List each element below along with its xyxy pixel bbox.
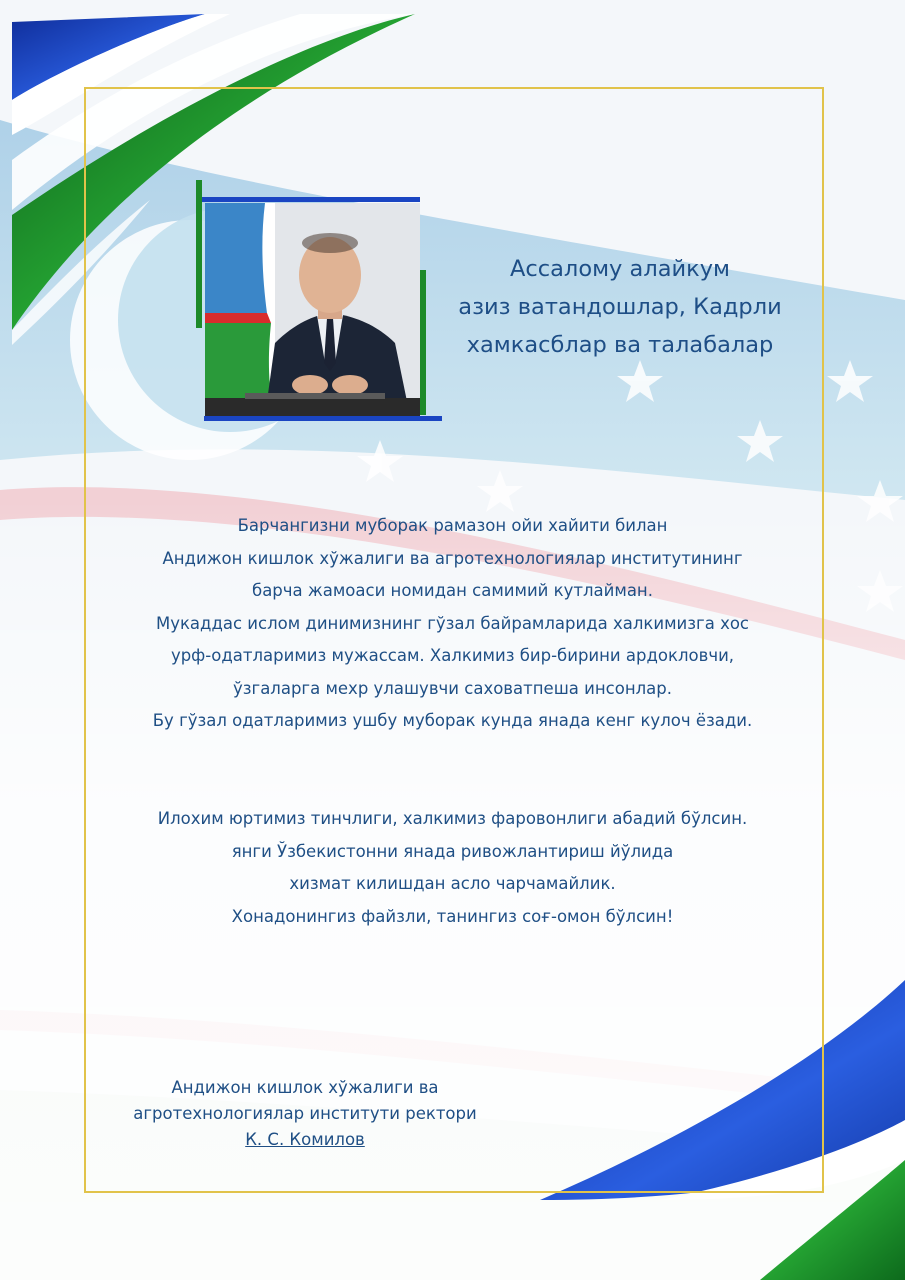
paragraph-line: Мукаддас ислом динимизнинг гўзал байрамларида халкимизга хос: [155, 613, 750, 633]
paragraph-line: урф-одатларимиз мужассам. Халкимиз бир-бирини ардокловчи,: [170, 646, 735, 665]
paragraph-line: Хонадонингиз файзли, танингиз соғ-омон бўлсин!: [231, 906, 674, 926]
paragraph-line: Илохим юртимиз тинчлиги, халкимиз фаровонлиги абадий бўлсин.: [157, 809, 748, 828]
greeting-line: хамкасблар ва талабалар: [466, 332, 774, 358]
signature-institution: Андижон кишлок хўжалиги ва: [171, 1078, 439, 1097]
rector-portrait-photo: [205, 203, 420, 416]
paragraph-line: барча жамоаси номидан самимий кутлайман.: [252, 581, 653, 600]
paragraph-line: Бу гўзал одатларимиз ушбу муборак кунда янада кенг кулоч ёзади.: [152, 711, 753, 730]
paragraph-line: янги Ўзбекистонни янада ривожлантириш йўлида: [231, 841, 674, 861]
paragraph-line: Андижон кишлок хўжалиги ва агротехнологиялар институтининг: [162, 548, 743, 568]
greeting-heading: [440, 250, 800, 364]
signature-name: К. С. Комилов: [245, 1130, 365, 1149]
paragraph-line: ўзгаларга мехр улашувчи саховатпеша инсонлар.: [232, 678, 672, 698]
greeting-line: азиз ватандошлар, Кадрли: [458, 294, 782, 320]
wishes-paragraph: [90, 803, 815, 933]
paragraph-line: хизмат килишдан асло чарчамайлик.: [289, 874, 616, 893]
paragraph-line: Барчангизни муборак рамазон ойи хайити билан: [237, 516, 668, 535]
greeting-line: Ассалому алайкум: [510, 256, 730, 282]
signature-block: [100, 1075, 510, 1153]
congratulation-paragraph: [90, 510, 815, 738]
signature-position: агротехнологиялар институти ректори: [133, 1104, 477, 1123]
